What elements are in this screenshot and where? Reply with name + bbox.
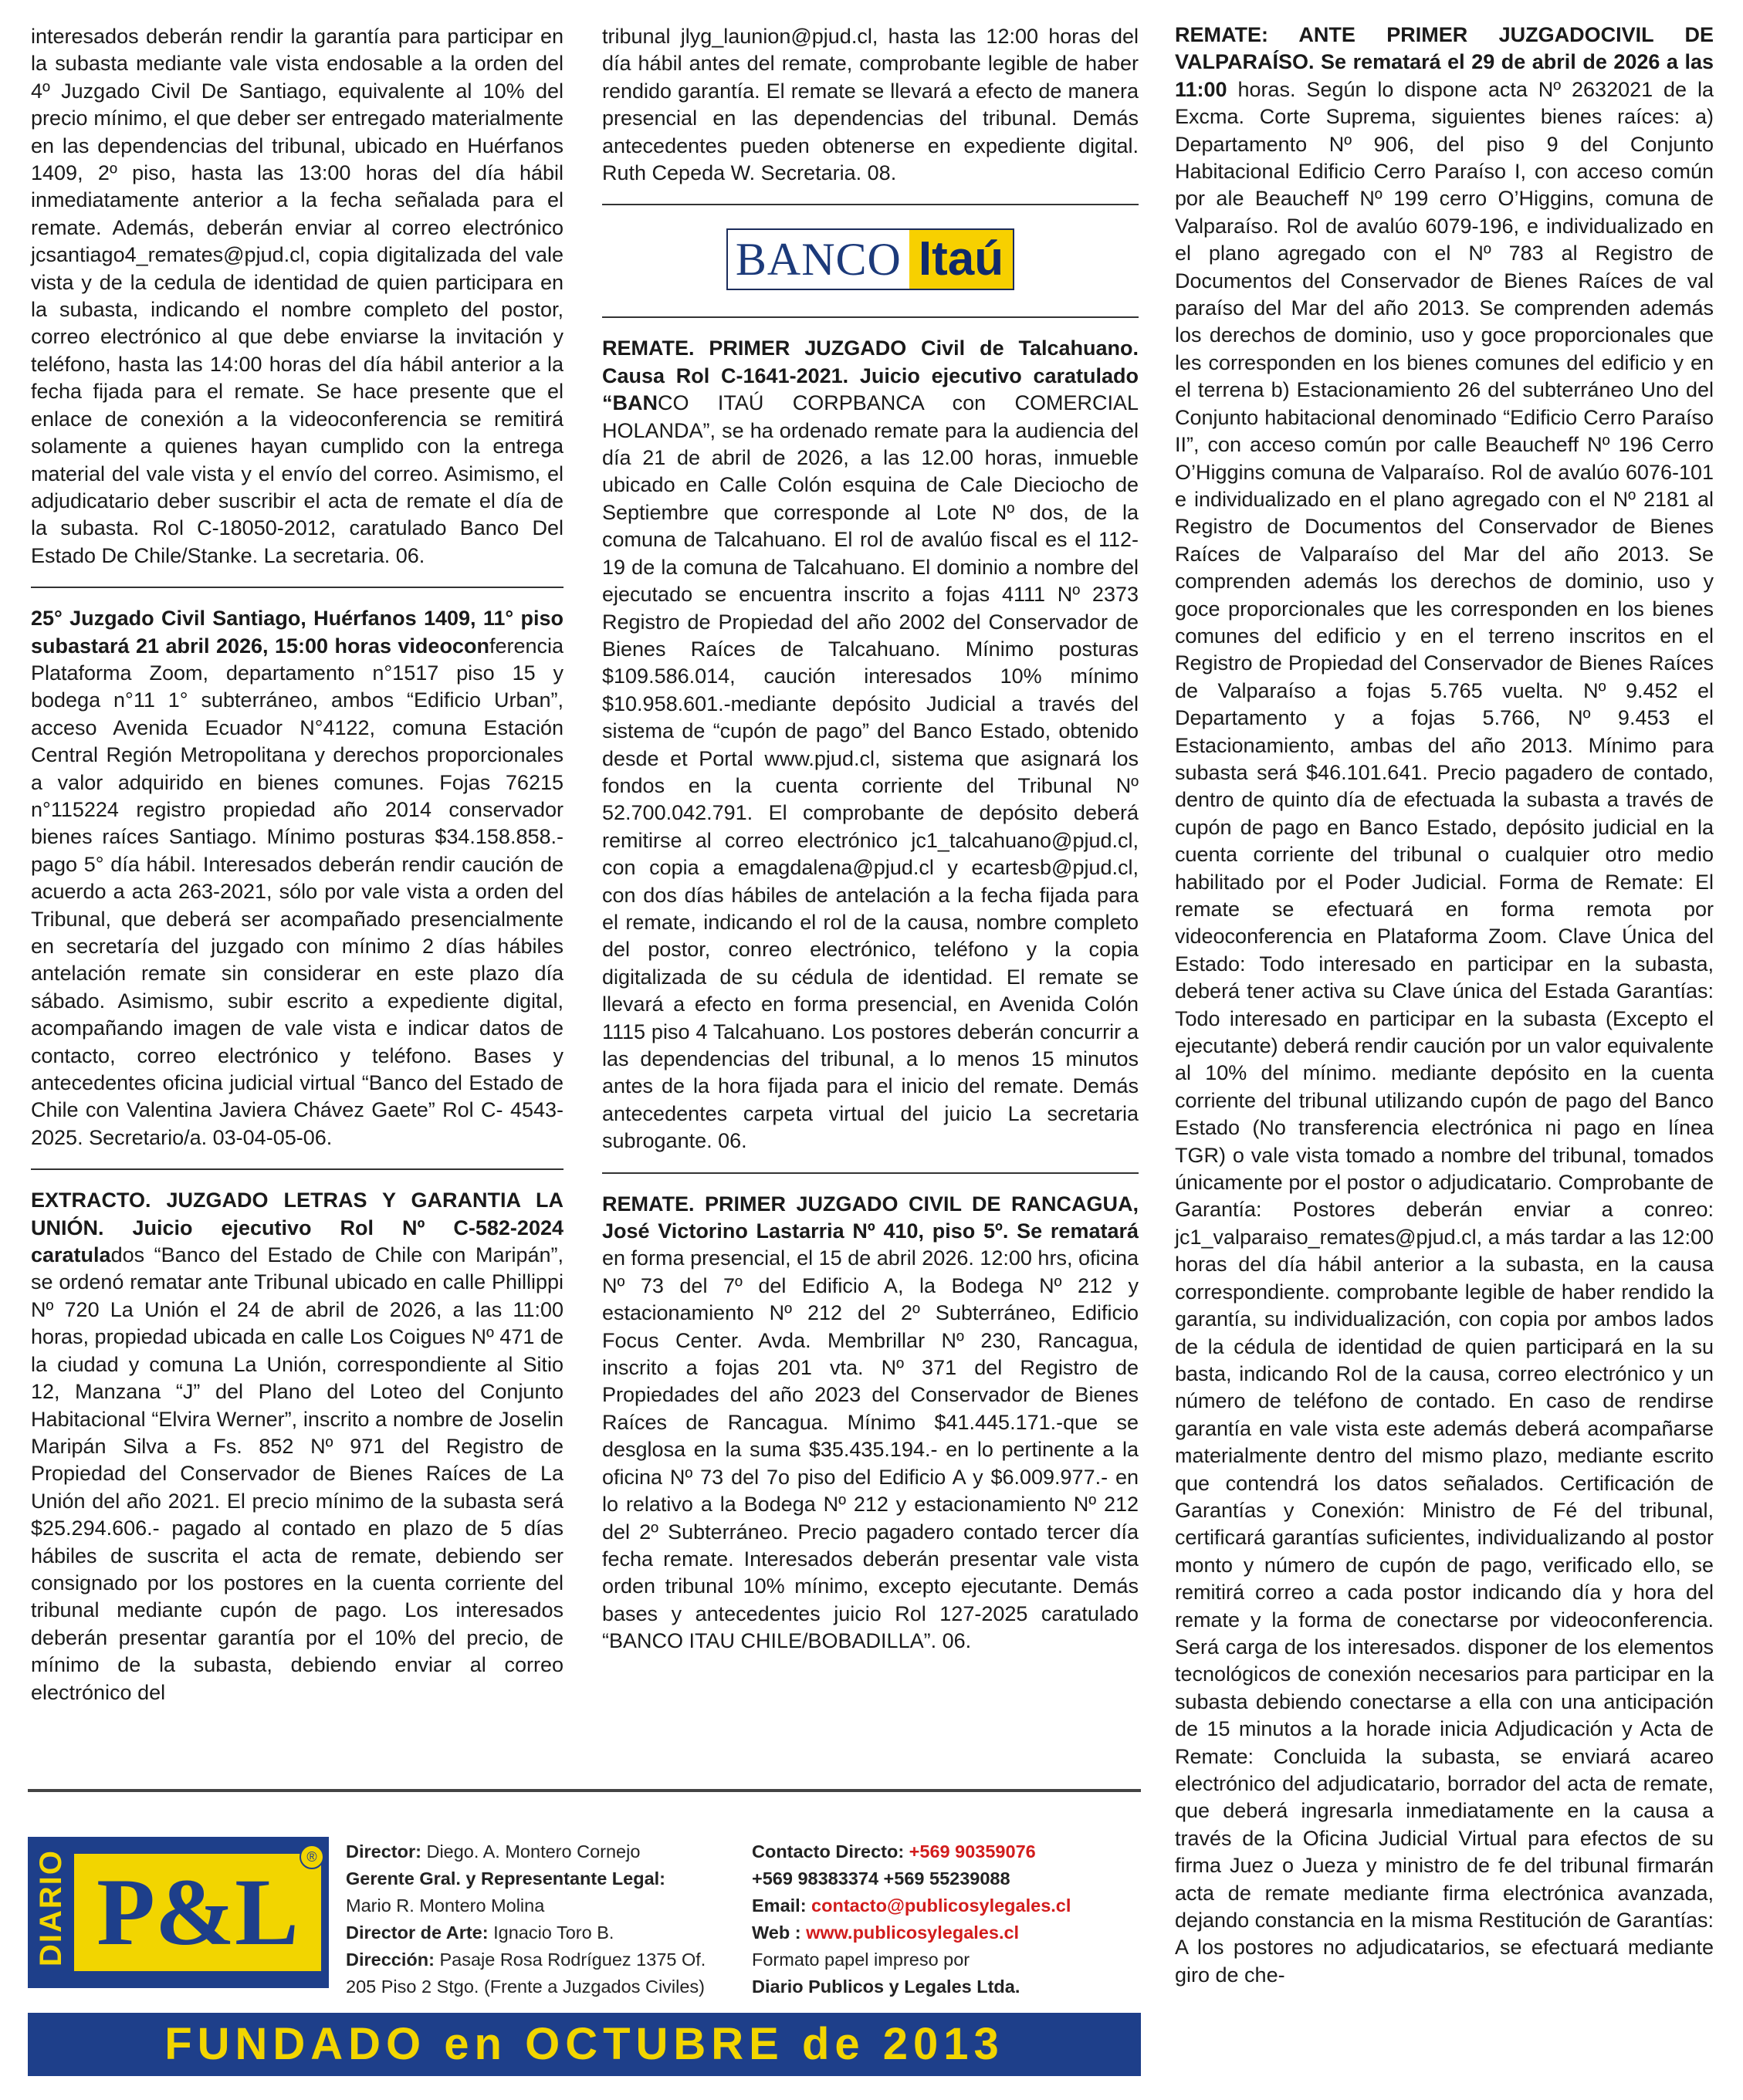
notice-heading: REMATE: ANTE PRIMER JUZGADOCIVIL DE VALPARAÍSO. Se rematará el 29 de abril de 2026 a las 11:00 (1175, 23, 1714, 101)
direccion-1: Pasaje Rosa Rodríguez 1375 Of. (434, 1950, 706, 1970)
brand-logo (28, 1837, 329, 1988)
notice-santiago-25 (31, 605, 564, 1151)
divider (602, 1172, 1139, 1174)
direccion-label: Dirección: (346, 1950, 435, 1970)
empresa-line (752, 1973, 1153, 2000)
logo-itau-text: Itaú (909, 230, 1013, 289)
contacto-label: Contacto Directo: (752, 1841, 905, 1862)
divider (602, 204, 1139, 205)
footer-rule (28, 1789, 1141, 1792)
founded-banner: FUNDADO en OCTUBRE de 2013 (28, 2013, 1141, 2076)
web-link[interactable]: www.publicosylegales.cl (800, 1922, 1020, 1943)
notice-body: en forma presencial, el 15 de abril 2026. 12:00 hrs, oficina Nº 73 del 7º del Edificio A, la Bodega Nº 212 y estacionamiento Nº 212 del 2º Subterráneo, Edificio Focus Center. Avda. Membrillar Nº 230, Rancagua, inscrito a fojas 201 vta. Nº 371 del Registro de Propiedades del año 2023 del Conservador de Bienes Raíces de Rancagua. Mínimo $41.445.171.-que se desglosa en la suma $35.435.194.- en lo pertinente a la oficina Nº 73 del 7o piso del Edificio A y $6.009.977.- en lo relativo a la Bodega Nº 212 y estacionamiento Nº 212 del 2º Subterráneo. Precio pagadero contado tercer día fecha remate. Interesados deberán presentar vale vista orden tribunal 10% mínimo, excepto ejecutante. Demás bases y antecedentes juicio Rol 127-2025 caratulado “BANCO ITAU CHILE/BOBADILLA”. 06. (602, 1246, 1139, 1653)
notice-la-union (31, 1187, 564, 1706)
notice-heading: EXTRACTO. JUZGADO LETRAS Y GARANTIA LA UNIÓN. Juicio ejecutivo Rol Nº C-582-2024 caratula (31, 1189, 564, 1267)
brand-pl-text: P&L (74, 1854, 321, 1971)
email-line (752, 1892, 1153, 1919)
notice-body: CO ITAÚ CORPBANCA con COMERCIAL HOLANDA”, se ha ordenado remate para la audiencia del día 21 de abril de 2026, a las 12.00 horas, inmueble ubicado en Calle Colón esquina de Cale Dieciocho de Septiembre que corresponde al Lote Nº dos, de la comuna de Talcahuano. El rol de avalúo fiscal es el 112-19 de la comuna de Talcahuano. El dominio a nombre del ejecutado se encuentra inscrito a fojas 4111 Nº 2373 Registro de Propiedad del año 2002 del Conservador de Bienes Raíces de Talcahuano. Mínimo posturas $109.586.014, caución interesados 10% mínimo $10.958.601.-mediante depósito Judicial a través del sistema de “cupón de pago” del Banco Estado, obtenido desde et Portal www.pjud.cl, sistema que asignará los fondos en la cuenta corriente del Tribunal Nº 52.700.042.791. El comprobante de depósito deberá remitirse al correo electrónico jc1_talcahuano@pjud.cl, con copia a emagdalena@pjud.cl y ecartesb@pjud.cl, con dos días hábiles de antelación a la fecha fijada para el remate, indicando el rol de la causa, nombre completo del postor, conreo electrónico, teléfono y la copia digitalizada de su cédula de identidad. El remate se llevará a efecto en forma presencial, en Avenida Colón 1115 piso 4 Talcahuano. Los postores deberán concurrir a las dependencias del tribunal, a lo menos 15 minutos antes de la hora fijada para el inicio del remate. Demás antecedentes carpeta virtual del juicio La secretaria subrogante. 06. (602, 391, 1139, 1153)
contacto-line (752, 1838, 1153, 1865)
phone-1[interactable]: +569 90359076 (904, 1841, 1036, 1862)
notice-heading: 25° Juzgado Civil Santiago, Huérfanos 1409, 11° piso subastará 21 abril 2026, 15:00 horas videocon (31, 607, 564, 658)
notice-body: horas. Según lo dispone acta Nº 2632021 de la Excma. Corte Suprema, siguientes bienes raíces: a) Departamento Nº 906, del piso 9 del Conjunto Habitacional Edificio Cerro Paraíso I, con acceso común por ale Beaucheff Nº 199 cerro O’Higgins, comuna de Valparaíso. Rol de avalúo 6079-196, e individualizado en el plano agregado con el Nº 783 al Registro de Documentos del Conservador de Bienes Raíces de val paraíso del Mar del año 2013. Se comprenden además los derechos de dominio, uso y goce proporcionales que les corresponden en los bienes comunes del edificio y en el terrena b) Estacionamiento 26 del subterráneo Uno del Conjunto habitacional denominado “Edificio Cerro Paraíso II”, con acceso común por calle Beaucheff Nº 196 Cerro O’Higgins comuna de Valparaíso. Rol de avalúo 6076-101 e individualizado en el plano agregado con el Nº 2181 al Registro de Documentos del Conservador de Bienes Raíces de Valparaíso del Mar del año 2013. Se comprenden además los derechos de dominio, uso y goce proporcionales que les corresponden en los bienes comunes del edificio y en el terreno inscritos en el Registro de Propiedad del Conservador de Bienes Raíces de Valparaíso a fojas 5.765 vuelta. Nº 9.452 el Departamento y a fojas 5.766, Nº 9.453 el Estacionamiento, ambas del año 2013. Mínimo para subasta será $46.101.641. Precio pagadero de contado, dentro de quinto día de efectuada la subasta a través de cupón de pago en Banco Estado, depósito judicial en la cuenta corriente del tribunal o cualquier otro medio habilitado por el Poder Judicial. Forma de Remate: El remate se efectuará en forma remota por videoconferencia en Plataforma Zoom. Clave Única del Estado: Todo interesado en participar en la subasta, deberá tener activa su Clave única del Estada Garantías: Todo interesado en participar en la subasta (Excepto el ejecutante) deberá rendir caución por un valor equivalente al 10% del mínimo. mediante depósito en la cuenta corriente del tribunal utilizando cupón de pago del Banco Estado (No transferencia electrónica ni pago en línea TGR) o vale vista tomado a nombre del tribunal, tomados únicamente por el postor o adjudicatario. Comprobante de Garantía: Postores deberán enviar a conreo: jc1_valparaiso_remates@pjud.cl, a más tardar a las 12:00 horas del día hábil anterior a la subasta, en la causa correspondiente. comprobante legible de haber rendido la garantía, su individualización, con copia por ambos lados de la cédula de identidad de quien participará en la su basta, indicando Rol de la causa, correo electrónico y un número de teléfono de contado. En caso de rendirse garantía en vale vista este además deberá acompañarse materialmente dentro del mismo plazo, mediante escrito que contendrá los datos señalados. Certificación de Garantías y Conexión: Ministro de Fé del tribunal, certificará garantías suficientes, individualizando al postor monto y número de cupón de pago, verificado ello, se remitirá correo a cada postor indicando día y hora del remate y la forma de conectarse por videoconferencia. Será carga de los interesados. disponer de los elementos tecnológicos de conexión necesarios para participar en la subasta debiendo conectarse a ella con una anticipación de 15 minutos a la horade inicia Adjudicación y Acta de Remate: Concluida la subasta, se enviará acareo electrónico del adjudicatario, borrador del acta de remate, que deberá ingresarla inmediatamente en la causa a través de la Oficina Judicial Virtual para efectos de su firma Juez o Jueza y ministro de fe del tribunal firmarán acta de remate mediante firma electrónica avanzada, dejando constancia en la misma Restitución de Garantías: A los postores no adjudicatarios, se efectuará mediante giro de che- (1175, 77, 1714, 1987)
email-link[interactable]: contacto@publicosylegales.cl (806, 1895, 1071, 1916)
notice-la-union-end: tribunal jlyg_launion@pjud.cl, hasta las 12:00 horas del día hábil antes del remate, comprobante legible de haber rendido garantía. El remate se llevará a efecto de manera presencial en las dependencias del tribunal. Demás antecedentes pueden obtenerse en expediente digital. Ruth Cepeda W. Secretaria. 08. (602, 25, 1139, 185)
web-line (752, 1919, 1153, 1946)
divider (31, 587, 564, 588)
arte-line (346, 1919, 763, 1946)
registered-icon: ® (300, 1845, 324, 1869)
notice-rancagua (602, 1191, 1139, 1655)
banco-itau-logo (726, 228, 1014, 290)
column-1 (31, 23, 564, 1706)
notice-body: ferencia Plataforma Zoom, departamento n°1517 piso 15 y bodega n°11 1° subterráneo, ambos “Edificio Urban”, acceso Avenida Ecuador N°4122, comuna Estación Central Región Metropolitana y derechos proporcionales a valor adquirido en bienes comunes. Fojas 76215 n°115224 registro propiedad año 2014 conservador bienes raíces Santiago. Mínimo posturas $34.158.858.- pago 5° día hábil. Interesados deberán rendir caución de acuerdo a acta 263-2021, sólo por vale vista a orden del Tribunal, que deberá ser acompañado presencialmente en secretaría del juzgado con mínimo 2 días hábiles antelación remate sin considerar en este plazo día sábado. Asimismo, subir escrito a expediente digital, acompañando imagen de vale vista e indicar datos de contacto, correo electrónico y teléfono. Bases y antecedentes oficina judicial virtual “Banco del Estado de Chile con Valentina Javiera Chávez Gaete” Rol C- 4543-2025. Secretario/a. 03-04-05-06. (31, 634, 564, 1149)
formato-line: Formato papel impreso por (752, 1950, 970, 1970)
phones-line (752, 1865, 1153, 1892)
notice-heading: REMATE. PRIMER JUZGADO CIVIL DE RANCAGUA, José Victorino Lastarria Nº 410, piso 5º. Se rematará (602, 1192, 1139, 1243)
empresa-name: Diario Publicos y Legales Ltda. (752, 1977, 1020, 1997)
web-label: Web : (752, 1922, 801, 1943)
director-line (346, 1838, 763, 1865)
banco-itau-logo-wrap (602, 228, 1139, 290)
gerente-label: Gerente Gral. y Representante Legal: (346, 1868, 666, 1889)
divider (31, 1168, 564, 1170)
notice-santiago-4-end: interesados deberán rendir la garantía para participar en la subasta mediante vale vista endosable a la orden del 4º Juzgado Civil De Santiago, equivalente al 10% del precio mínimo, el que deber ser entregado materialmente en las dependencias del tribunal, ubicado en Huérfanos 1409, 2º piso, hasta las 13:00 horas del día hábil inmediatamente anterior a la fecha señalada para el remate. Además, deberán enviar al correo electrónico jcsantiago4_remates@pjud.cl, copia digitalizada del vale vista y de la cedula de identidad de quien participara en la subasta, indicando el nombre completo del postor, correo electrónico al que debe enviarse la invitación y teléfono, hasta las 14:00 horas del día hábil anterior a la fecha fijada para el remate. Se hace presente que el enlace de conexión a la videoconferencia se remitirá solamente a quienes hayan cumplido con la entrega material del vale vista y el envío del correo. Asimismo, el adjudicatario deber suscribir el acta de remate el día de la subasta. Rol C-18050-2012, caratulado Banco Del Estado De Chile/Stanke. La secretaria. 06. (31, 25, 564, 567)
director-label: Director: (346, 1841, 421, 1862)
brand-diario-text: DIARIO (34, 1849, 68, 1966)
email-label: Email: (752, 1895, 807, 1916)
column-3 (1175, 22, 1714, 1989)
logo-banco-text: BANCO (735, 234, 902, 286)
notice-heading: REMATE. PRIMER JUZGADO Civil de Talcahuano. Causa Rol C-1641-2021. Juicio ejecutivo caratulado “BAN (602, 336, 1139, 415)
phones[interactable]: +569 98383374 +569 55239088 (752, 1868, 1010, 1889)
direccion-line (346, 1946, 763, 1973)
notice-body: dos “Banco del Estado de Chile con Maripán”, se ordenó rematar ante Tribunal ubicado en calle Phillippi Nº 720 La Unión el 24 de abril de 2026, a las 11:00 horas, propiedad ubicada en calle Los Coigues Nº 471 de la ciudad y comuna La Unión, correspondiente al Sitio 12, Manzana “J” del Plano del Loteo del Conjunto Habitacional “Elvira Werner”, inscrito a nombre de Joselin Maripán Silva a Fs. 852 Nº 971 del Registro de Propiedad del Conservador de Bienes Raíces de La Unión del año 2021. El precio mínimo de la subasta será $25.294.606.- pagado al contado en plazo de 5 días hábiles de suscrita el acta de remate, debiendo ser consignado por los postores en la cuenta corriente del tribunal mediante cupón de pago. Los interesados deberán presentar garantía por el 10% del precio, de mínimo de la subasta, debiendo enviar al correo electrónico del (31, 1243, 564, 1704)
divider (602, 316, 1139, 318)
director-name: Diego. A. Montero Cornejo (421, 1841, 641, 1862)
notice-talcahuano (602, 335, 1139, 1155)
masthead-footer (28, 1789, 1141, 2078)
arte-label: Director de Arte: (346, 1922, 489, 1943)
contact-info (752, 1838, 1153, 2000)
gerente-line (346, 1865, 763, 1892)
staff-credits (346, 1838, 763, 2000)
column-2 (602, 23, 1139, 1655)
notice-valparaiso (1175, 22, 1714, 1989)
arte-name: Ignacio Toro B. (488, 1922, 614, 1943)
direccion-2: 205 Piso 2 Stgo. (Frente a Juzgados Civiles) (346, 1977, 706, 1997)
gerente-name: Mario R. Montero Molina (346, 1895, 545, 1916)
